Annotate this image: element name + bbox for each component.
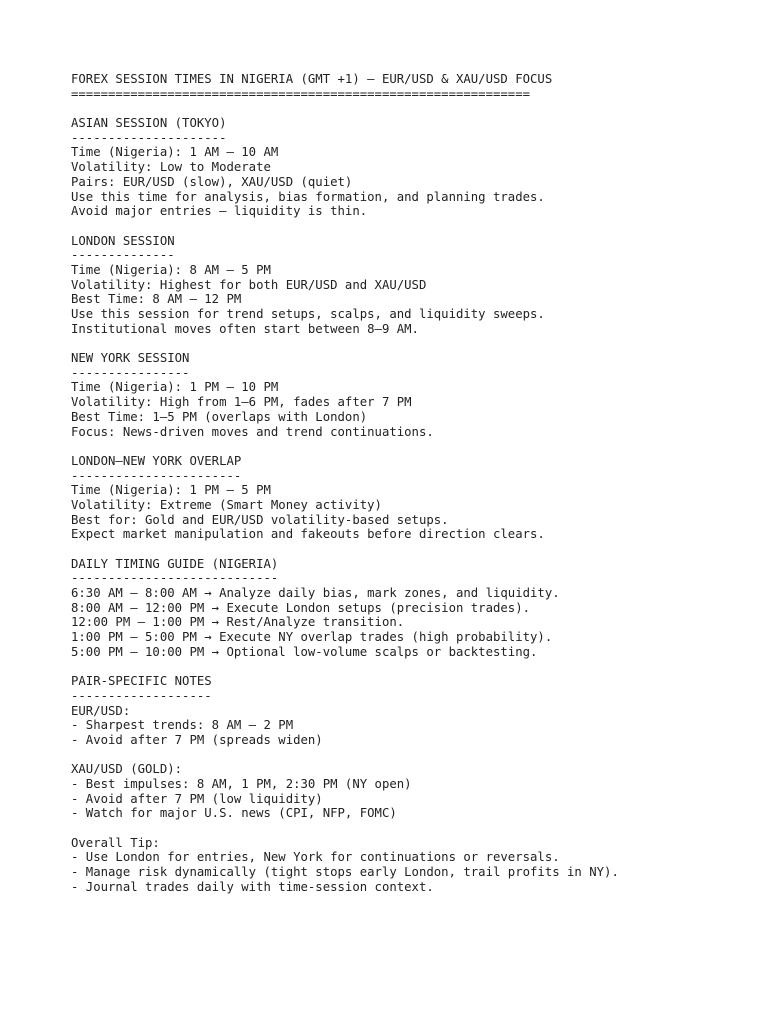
title-rule: ============================================================== bbox=[71, 86, 531, 101]
section-rule: --------------------- bbox=[71, 130, 227, 145]
section-line: Time (Nigeria): 1 PM – 5 PM bbox=[71, 483, 271, 498]
section-line: Institutional moves often start between 8–9 AM. bbox=[71, 321, 419, 336]
section-line: 5:00 PM – 10:00 PM → Optional low-volume scalps or backtesting. bbox=[71, 644, 538, 659]
section-line: Volatility: Highest for both EUR/USD and XAU/USD bbox=[71, 277, 427, 292]
section-line: Volatility: Low to Moderate bbox=[71, 160, 271, 175]
xauusd-label: XAU/USD (GOLD): bbox=[71, 762, 183, 777]
section-line: Volatility: Extreme (Smart Money activity) bbox=[71, 497, 382, 512]
section-line: 1:00 PM – 5:00 PM → Execute NY overlap trades (high probability). bbox=[71, 630, 553, 645]
spacer bbox=[71, 660, 768, 675]
section-heading: LONDON SESSION bbox=[71, 233, 175, 248]
section-line: Best Time: 1–5 PM (overlaps with London) bbox=[71, 409, 368, 424]
section-line: Avoid major entries — liquidity is thin. bbox=[71, 204, 368, 219]
spacer bbox=[71, 821, 768, 836]
section-rule: ----------------------- bbox=[71, 468, 242, 483]
section-line: 12:00 PM – 1:00 PM → Rest/Analyze transition. bbox=[71, 615, 405, 630]
spacer bbox=[71, 748, 768, 763]
section-london-new-york-overlap bbox=[71, 454, 768, 542]
xauusd-note: - Avoid after 7 PM (low liquidity) bbox=[71, 791, 323, 806]
section-heading: Overall Tip: bbox=[71, 835, 160, 850]
section-new-york-session bbox=[71, 351, 768, 439]
section-line: Best for: Gold and EUR/USD volatility-based setups. bbox=[71, 512, 449, 527]
section-line: Best Time: 8 AM – 12 PM bbox=[71, 292, 242, 307]
section-line: Time (Nigeria): 8 AM – 5 PM bbox=[71, 262, 271, 277]
spacer bbox=[71, 439, 768, 454]
section-rule: -------------- bbox=[71, 248, 175, 263]
section-line: Time (Nigeria): 1 PM – 10 PM bbox=[71, 380, 279, 395]
spacer bbox=[71, 542, 768, 557]
section-overall-tip bbox=[71, 836, 768, 895]
section-rule: ---------------- bbox=[71, 365, 190, 380]
spacer bbox=[71, 219, 768, 234]
section-line: Focus: News-driven moves and trend continuations. bbox=[71, 424, 434, 439]
document-title: FOREX SESSION TIMES IN NIGERIA (GMT +1) — EUR/USD & XAU/USD FOCUS bbox=[71, 72, 553, 86]
section-pair-specific-notes bbox=[71, 674, 768, 821]
section-london-session bbox=[71, 234, 768, 337]
section-line: Expect market manipulation and fakeouts before direction clears. bbox=[71, 527, 545, 542]
section-line: Use this time for analysis, bias formation, and planning trades. bbox=[71, 189, 545, 204]
section-rule: ------------------- bbox=[71, 688, 212, 703]
section-heading: DAILY TIMING GUIDE (NIGERIA) bbox=[71, 556, 279, 571]
section-asian-session bbox=[71, 116, 768, 219]
section-line: Volatility: High from 1–6 PM, fades after 7 PM bbox=[71, 395, 412, 410]
spacer bbox=[71, 336, 768, 351]
section-heading: PAIR-SPECIFIC NOTES bbox=[71, 674, 212, 689]
eurusd-note: - Avoid after 7 PM (spreads widen) bbox=[71, 732, 323, 747]
eurusd-note: - Sharpest trends: 8 AM – 2 PM bbox=[71, 718, 294, 733]
section-heading: NEW YORK SESSION bbox=[71, 351, 190, 366]
section-line: 6:30 AM – 8:00 AM → Analyze daily bias, mark zones, and liquidity. bbox=[71, 586, 560, 601]
spacer bbox=[71, 101, 768, 116]
section-heading: ASIAN SESSION (TOKYO) bbox=[71, 116, 227, 131]
section-line: Pairs: EUR/USD (slow), XAU/USD (quiet) bbox=[71, 174, 353, 189]
tip-line: - Manage risk dynamically (tight stops early London, trail profits in NY). bbox=[71, 865, 619, 880]
section-daily-timing-guide bbox=[71, 557, 768, 660]
tip-line: - Journal trades daily with time-session context. bbox=[71, 879, 434, 894]
section-rule: ---------------------------- bbox=[71, 571, 279, 586]
xauusd-note: - Best impulses: 8 AM, 1 PM, 2:30 PM (NY open) bbox=[71, 777, 412, 791]
section-line: Use this session for trend setups, scalps, and liquidity sweeps. bbox=[71, 307, 545, 321]
section-heading: LONDON–NEW YORK OVERLAP bbox=[71, 453, 242, 468]
tip-line: - Use London for entries, New York for continuations or reversals. bbox=[71, 850, 560, 865]
xauusd-note: - Watch for major U.S. news (CPI, NFP, FOMC) bbox=[71, 806, 397, 821]
section-line: 8:00 AM – 12:00 PM → Execute London setups (precision trades). bbox=[71, 600, 531, 615]
section-line: Time (Nigeria): 1 AM – 10 AM bbox=[71, 145, 279, 160]
eurusd-label: EUR/USD: bbox=[71, 703, 131, 718]
